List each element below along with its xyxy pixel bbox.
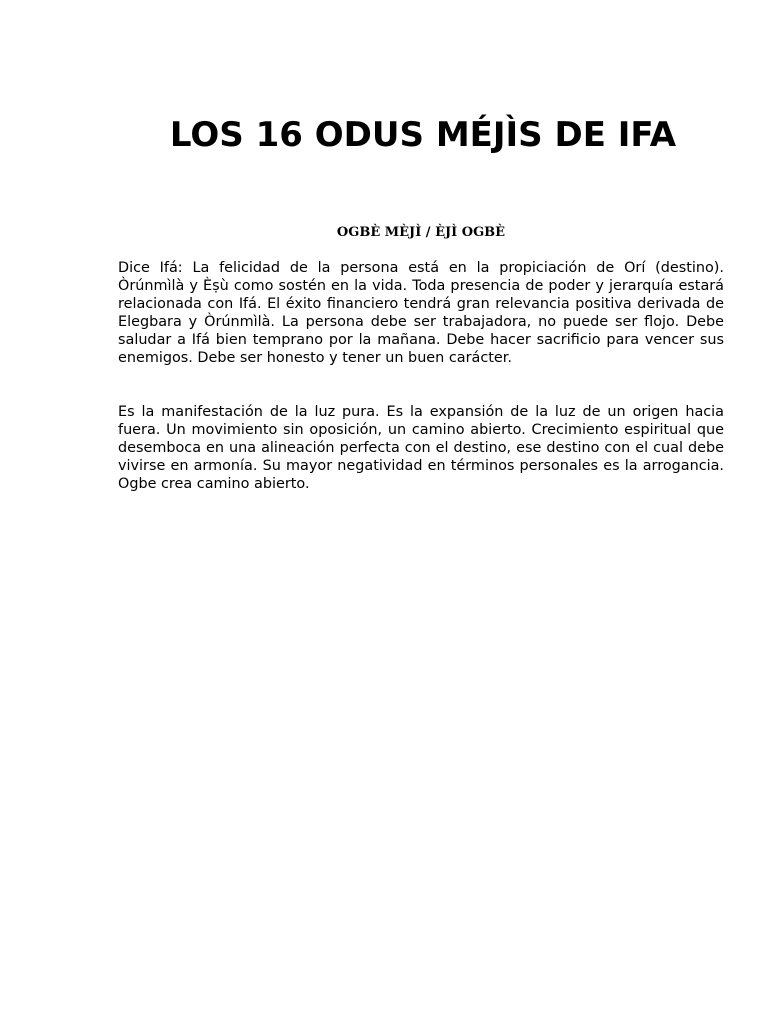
section-heading: OGBÈ MÈJÌ / ÈJÌ OGBÈ bbox=[336, 225, 506, 240]
paragraph: Dice Ifá: La felicidad de la persona está en la propiciación de Orí (destino). Òrúnmìlà y Èṣù como sostén en la vida. Toda presencia de poder y jerarquía estará relacionada con Ifá. El éxito financiero tendrá gran relevancia positiva derivada de Elegbara y Òrúnmìlà. La persona debe ser trabajadora, no puede ser flojo. Debe saludar a Ifá bien temprano por la mañana. Debe hacer sacrificio para vencer sus enemigos. Debe ser honesto y tener un buen carácter. bbox=[118, 260, 724, 367]
document-title: LOS 16 ODUS MÉJÌS DE IFA bbox=[169, 115, 677, 155]
paragraph: Es la manifestación de la luz pura. Es la expansión de la luz de un origen hacia fuera. Un movimiento sin oposición, un camino abierto. Crecimiento espiritual que desemboca en una alineación perfecta con el destino, ese destino con el cual debe vivirse en armonía. Su mayor negatividad en términos personales es la arrogancia. Ogbe crea camino abierto. bbox=[118, 404, 724, 493]
